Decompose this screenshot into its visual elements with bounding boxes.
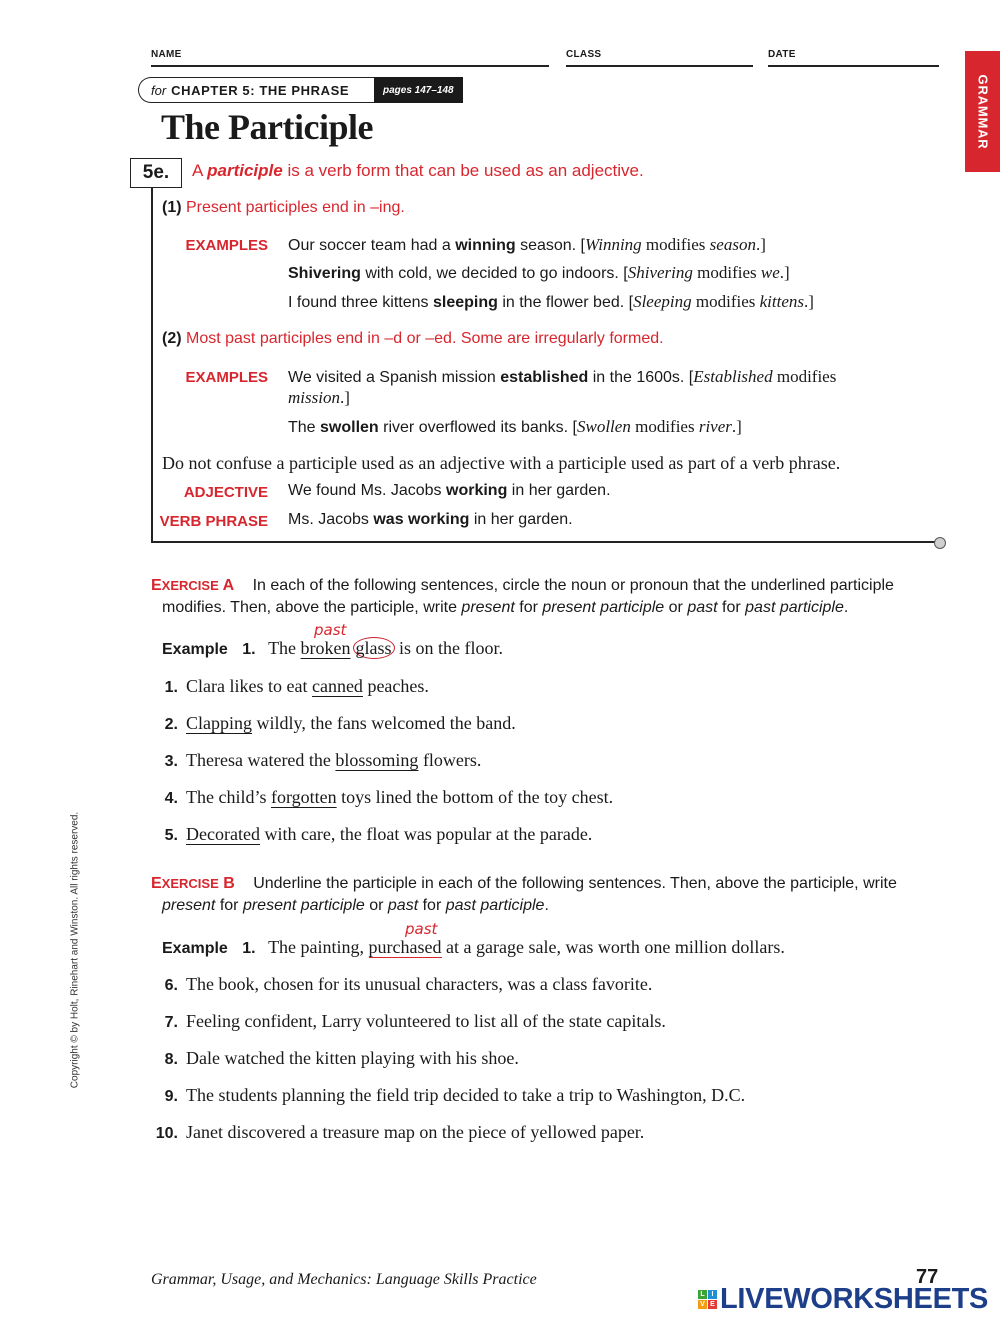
rule-text-b: is a verb form that can be used as an adjective. xyxy=(282,161,644,180)
item-sentence xyxy=(186,787,613,807)
example-1a xyxy=(288,235,766,255)
t: peaches. xyxy=(362,676,429,696)
t: at a garage sale, was worth one million dollars. xyxy=(441,937,785,957)
example-num: 1. xyxy=(242,641,256,658)
example-2b xyxy=(288,417,742,437)
example-1c xyxy=(288,292,814,312)
verb-phrase-example xyxy=(288,511,573,529)
liveworksheets-logo[interactable] xyxy=(698,1283,988,1316)
underlined-participle[interactable]: forgotten xyxy=(270,787,337,807)
t: Ms. Jacobs xyxy=(288,511,374,528)
t: present participle xyxy=(542,599,665,616)
exercise-b-instructions xyxy=(151,875,897,893)
t: or xyxy=(664,599,688,616)
t: for xyxy=(215,897,243,914)
t: or xyxy=(364,897,388,914)
t: present xyxy=(461,599,515,616)
grammar-tab-label: GRAMMAR xyxy=(975,74,990,149)
t: past xyxy=(687,599,718,616)
t: is on the floor. xyxy=(394,638,504,658)
t: The xyxy=(288,419,321,436)
exercise-a-line2 xyxy=(162,599,848,617)
t: Shivering xyxy=(627,263,693,282)
participle: Shivering xyxy=(288,265,361,282)
t: modifies xyxy=(772,367,837,386)
t: The xyxy=(268,638,301,658)
exercise-b-item xyxy=(152,1122,644,1143)
t: we xyxy=(760,263,780,282)
date-label: DATE xyxy=(768,49,796,60)
participle: established xyxy=(500,369,589,386)
examples-2-label: EXAMPLES xyxy=(185,369,268,386)
exercise-a-label xyxy=(151,577,234,594)
footer-text: Grammar, Usage, and Mechanics: Language Skills Practice xyxy=(151,1271,537,1288)
t: modifies. Then, above the participle, write xyxy=(162,599,462,616)
example-sentence xyxy=(268,638,503,658)
name-label: NAME xyxy=(151,49,182,60)
t: Sleeping xyxy=(633,292,692,311)
exercise-b-item xyxy=(152,1048,519,1069)
t: for xyxy=(717,599,746,616)
page-number: 77 xyxy=(916,1266,939,1288)
t: river overflowed its banks. [ xyxy=(378,419,577,436)
t: XERCISE xyxy=(161,876,219,891)
item-number: 7. xyxy=(164,1014,178,1031)
t: .] xyxy=(804,292,814,311)
t: mission xyxy=(288,388,340,407)
exercise-a-instructions xyxy=(151,577,894,595)
logo-text: LIVEWORKSHEETS xyxy=(720,1283,989,1315)
handwritten-answer-example-a: past xyxy=(314,621,347,639)
item-sentence xyxy=(186,676,429,696)
item-number: 1. xyxy=(164,679,178,696)
t: XERCISE xyxy=(161,578,219,593)
t: E xyxy=(151,577,162,594)
t: with care, the float was popular at the parade. xyxy=(259,824,593,844)
handwritten-answer-example-b: past xyxy=(405,920,438,938)
example-num: 1. xyxy=(242,940,256,957)
item-number: 5. xyxy=(164,827,178,844)
example-sentence xyxy=(268,937,785,958)
chapter-title: CHAPTER 5: THE PHRASE xyxy=(171,82,350,98)
date-line[interactable] xyxy=(768,65,939,67)
frame-bottom-border xyxy=(151,541,937,543)
t: river xyxy=(698,417,732,436)
point-1 xyxy=(162,199,405,217)
t: past participle xyxy=(445,897,545,914)
t: modifies xyxy=(630,417,699,436)
t: present participle xyxy=(242,897,365,914)
t: .] xyxy=(339,388,350,407)
grammar-tab xyxy=(965,51,1000,172)
t: flowers. xyxy=(418,750,482,770)
exercise-a-line1: In each of the following sentences, circle the noun or pronoun that the underlined participle xyxy=(252,577,894,594)
t: B xyxy=(218,875,235,892)
copyright: Copyright © by Holt, Rinehart and Winston. All rights reserved. xyxy=(69,811,81,1089)
underlined-participle: purchased xyxy=(368,937,442,957)
t: toys lined the bottom of the toy chest. xyxy=(336,787,614,807)
note-text: Do not confuse a participle used as an adjective with a participle used as part of a verb phrase. xyxy=(162,453,841,473)
t: for xyxy=(418,897,446,914)
t: in the flower bed. [ xyxy=(497,294,634,311)
exercise-a-item xyxy=(152,676,429,697)
t: A xyxy=(218,577,235,594)
t: The child’s xyxy=(186,787,271,807)
t: in her garden. xyxy=(469,511,573,528)
t: Swollen xyxy=(577,417,631,436)
logo-tile: I xyxy=(708,1290,717,1299)
item-sentence[interactable]: The book, chosen for its unusual characters, was a class favorite. xyxy=(186,974,653,994)
verb-phrase: was working xyxy=(373,511,470,528)
item-sentence[interactable]: The students planning the field trip decided to take a trip to Washington, D.C. xyxy=(186,1085,746,1105)
exercise-b-line1: Underline the participle in each of the following sentences. Then, above the participle, write xyxy=(253,875,897,892)
chapter-pill xyxy=(138,77,386,103)
frame-knob xyxy=(934,537,946,549)
logo-tile: E xyxy=(708,1300,717,1309)
exercise-a-item xyxy=(152,824,592,845)
exercise-b-item xyxy=(152,974,652,995)
t: We visited a Spanish mission xyxy=(288,369,501,386)
t: past xyxy=(387,897,419,914)
exercise-a-item xyxy=(152,713,516,734)
item-number: 8. xyxy=(164,1051,178,1068)
underlined-participle[interactable]: Decorated xyxy=(186,824,260,844)
exercise-a-item xyxy=(152,787,613,808)
participle: swollen xyxy=(320,419,379,436)
t: past participle xyxy=(745,599,844,616)
circled-noun: glass xyxy=(353,637,395,659)
underlined-participle[interactable]: Clapping xyxy=(186,713,252,733)
t: Established xyxy=(693,367,773,386)
t: .] xyxy=(755,235,766,254)
item-sentence xyxy=(186,713,516,733)
t: Our soccer team had a xyxy=(288,237,456,254)
t: I found three kittens xyxy=(288,294,433,311)
rule-text xyxy=(192,161,644,181)
name-line[interactable] xyxy=(151,65,549,67)
t: season. [ xyxy=(515,237,585,254)
logo-tile: L xyxy=(698,1290,707,1299)
item-sentence[interactable]: Dale watched the kitten playing with his shoe. xyxy=(186,1048,519,1068)
t: Theresa watered the xyxy=(186,750,336,770)
exercise-b-label xyxy=(151,875,235,892)
point-2 xyxy=(162,330,664,348)
participle: working xyxy=(446,482,508,499)
underlined-participle[interactable]: blossoming xyxy=(335,750,419,770)
t: .] xyxy=(779,263,790,282)
adjective-example xyxy=(288,482,611,500)
participle: winning xyxy=(455,237,516,254)
t: wildly, the fans welcomed the band. xyxy=(252,713,516,733)
t: with cold, we decided to go indoors. [ xyxy=(360,265,628,282)
t: for xyxy=(514,599,543,616)
exercise-b-item xyxy=(152,1085,745,1106)
t: modifies xyxy=(691,292,760,311)
item-number: 10. xyxy=(155,1125,178,1142)
t: E xyxy=(151,875,162,892)
rule-number: 5e. xyxy=(130,158,182,188)
t: modifies xyxy=(692,263,761,282)
exercise-a-example xyxy=(162,638,503,659)
point-2-text: Most past participles end in –d or –ed. Some are irregularly formed. xyxy=(181,330,664,347)
rule-text-a: A xyxy=(192,161,208,180)
example-1b xyxy=(288,263,790,283)
t: We found Ms. Jacobs xyxy=(288,482,446,499)
t: in the 1600s. [ xyxy=(588,369,694,386)
item-number: 3. xyxy=(164,753,178,770)
t: season xyxy=(709,235,756,254)
point-1-text: Present participles end in –ing. xyxy=(181,199,405,216)
page-title: The Participle xyxy=(161,107,373,147)
t: kittens xyxy=(759,292,805,311)
logo-tile: V xyxy=(698,1300,707,1309)
class-label: CLASS xyxy=(566,49,602,60)
exercise-b-example xyxy=(162,937,785,958)
t: . xyxy=(544,897,549,914)
point-1-num: (1) xyxy=(162,199,182,216)
exercise-a-item xyxy=(152,750,481,771)
item-number: 4. xyxy=(164,790,178,807)
item-sentence xyxy=(186,750,481,770)
underlined-participle: broken xyxy=(300,638,351,658)
for-text: for xyxy=(151,82,167,98)
example-label: Example xyxy=(162,940,228,957)
t: The painting, xyxy=(268,937,369,957)
logo-tiles xyxy=(698,1290,717,1309)
class-line[interactable] xyxy=(566,65,753,67)
example-2a xyxy=(288,367,836,387)
exercise-b-item xyxy=(152,1011,666,1032)
adjective-label: ADJECTIVE xyxy=(183,484,268,501)
t: .] xyxy=(731,417,742,436)
exercise-b-line2 xyxy=(162,897,549,915)
examples-1-label: EXAMPLES xyxy=(185,237,268,254)
rule-term: participle xyxy=(207,161,283,180)
t: present xyxy=(162,897,216,914)
participle: sleeping xyxy=(432,294,498,311)
item-sentence[interactable]: Feeling confident, Larry volunteered to list all of the state capitals. xyxy=(186,1011,666,1031)
example-2a-cont xyxy=(288,388,350,408)
item-sentence xyxy=(186,824,592,844)
item-number: 9. xyxy=(164,1088,178,1105)
underlined-participle[interactable]: canned xyxy=(311,676,363,696)
frame-left-border xyxy=(151,185,153,543)
point-2-num: (2) xyxy=(162,330,182,347)
t: Clara likes to eat xyxy=(186,676,312,696)
example-label: Example xyxy=(162,641,228,658)
verb-phrase-label: VERB PHRASE xyxy=(159,513,268,530)
item-sentence[interactable]: Janet discovered a treasure map on the piece of yellowed paper. xyxy=(186,1122,645,1142)
pages-badge: pages 147–148 xyxy=(374,77,463,103)
item-number: 2. xyxy=(164,716,178,733)
t: in her garden. xyxy=(507,482,611,499)
t: modifies xyxy=(641,235,710,254)
item-number: 6. xyxy=(164,977,178,994)
t: . xyxy=(843,599,849,616)
t: Winning xyxy=(585,235,642,254)
